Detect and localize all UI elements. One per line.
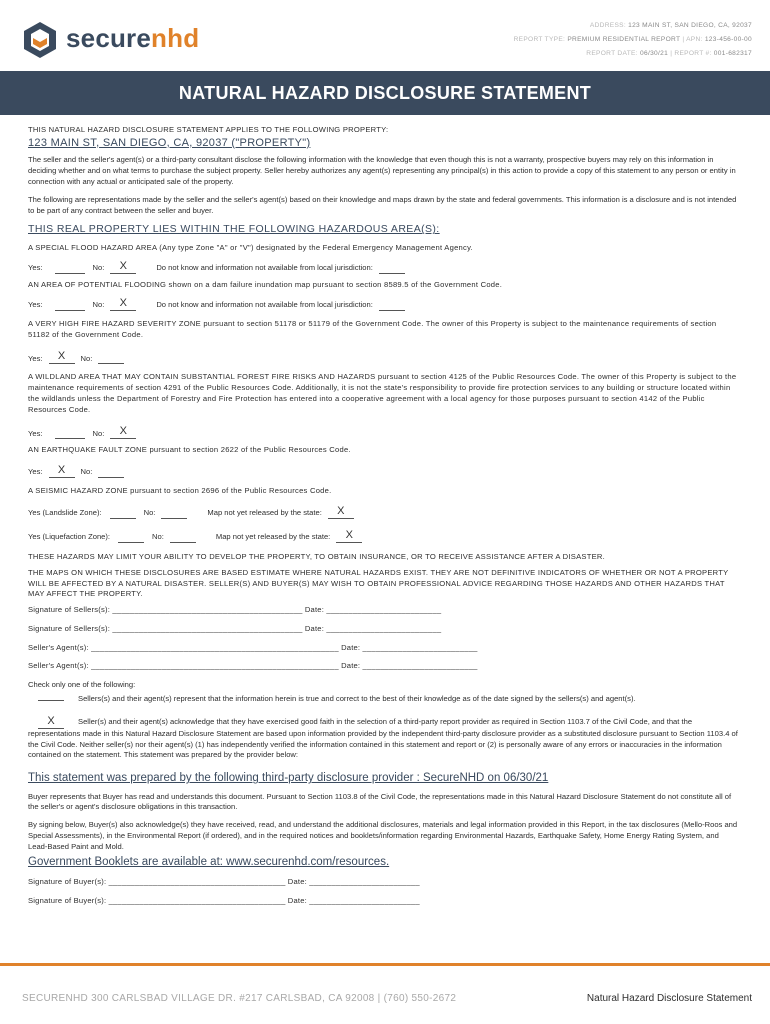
yes-liquefaction-label: Yes (Liquefaction Zone): xyxy=(28,532,111,542)
flood-not-known-field[interactable] xyxy=(379,260,405,274)
not-known-label: Do not know and information not available from local jurisdiction: xyxy=(156,299,373,309)
disclosure-body xyxy=(28,123,740,906)
no-label: No: xyxy=(143,508,156,518)
no-label: No: xyxy=(80,353,93,363)
apn-value: 123-456-00-00 xyxy=(704,36,752,43)
check-one-label: Check only one of the following: xyxy=(28,680,136,690)
landslide-no-field[interactable] xyxy=(161,505,187,519)
footer-divider xyxy=(0,963,770,966)
dam-answer-row xyxy=(28,291,740,311)
yes-label: Yes: xyxy=(28,467,43,477)
report-date-label: REPORT DATE: xyxy=(586,50,638,57)
property-address: 123 MAIN ST, SAN DIEGO, CA, 92037 ("PROPERTY") xyxy=(28,136,311,149)
logo-wordmark xyxy=(66,22,199,54)
map-not-released-label: Map not yet released by the state: xyxy=(207,508,322,518)
report-type-line xyxy=(514,33,752,47)
address-line xyxy=(514,19,752,33)
hazard-areas-heading: THIS REAL PROPERTY LIES WITHIN THE FOLLOWING HAZARDOUS AREA(S): xyxy=(28,223,440,236)
option-2-text xyxy=(28,715,740,761)
no-label: No: xyxy=(80,467,93,477)
yes-label: Yes: xyxy=(28,299,43,309)
report-type-value: PREMIUM RESIDENTIAL REPORT xyxy=(567,36,681,43)
no-label: No: xyxy=(152,532,164,542)
earthquake-yes-field[interactable]: X xyxy=(49,464,75,478)
buyer-paragraph-1: Buyer represents that Buyer has read and understands this document. Pursuant to Section 1103.8 of the Civil Code, the representations made in this Natural Hazard Disclosure Statement do not constitute all of the seller's or agent's disclosure obligations in this transaction. xyxy=(28,791,732,812)
earthquake-answer-row xyxy=(28,458,740,478)
dam-no-field[interactable]: X xyxy=(110,297,136,311)
flood-answer-row xyxy=(28,254,740,274)
seller-signature-line-1[interactable]: Signature of Sellers(s): ___________________________________________ Date: __________________________ xyxy=(28,605,442,615)
landslide-answer-row xyxy=(28,499,740,519)
liquefaction-no-field[interactable] xyxy=(170,529,196,543)
yes-landslide-label: Yes (Landslide Zone): xyxy=(28,508,102,518)
fire-severity-text: A VERY HIGH FIRE HAZARD SEVERITY ZONE pursuant to section 51178 or 51179 of the Government Code. The owner of this Property is subject to the maintenance requirements of section 51182 of the Government Code. xyxy=(28,318,717,339)
option-1-text xyxy=(28,691,740,705)
earthquake-no-field[interactable] xyxy=(98,464,124,478)
liquefaction-map-field[interactable]: X xyxy=(336,529,362,543)
agent-signature-line-2[interactable]: Seller's Agent(s): ________________________________________________________ Date: __________________________ xyxy=(28,661,478,671)
logo-text-secure: secure xyxy=(66,23,152,53)
fire-yes-field[interactable]: X xyxy=(49,350,75,364)
flood-yes-field[interactable] xyxy=(55,260,85,274)
landslide-map-field[interactable]: X xyxy=(328,505,354,519)
government-booklets-link[interactable]: Government Booklets are available at: www.securenhd.com/resources. xyxy=(28,856,390,869)
address-value: 123 MAIN ST, SAN DIEGO, CA, 92037 xyxy=(628,22,752,29)
earthquake-text: AN EARTHQUAKE FAULT ZONE pursuant to section 2622 of the Public Resources Code. xyxy=(28,445,351,455)
maps-disclaimer-text: THE MAPS ON WHICH THESE DISCLOSURES ARE BASED ESTIMATE WHERE NATURAL HAZARDS EXIST. THEY ARE NOT DEFINITIVE INDICATORS OF WHETHER OR NOT A PROPERTY WILL BE AFFECTED BY A NATURAL DISASTER. SELLER(S) AND BUYER(S) MAY WISH TO OBTAIN PROFESSIONAL ADVICE REGARDING THOSE HAZARDS AND OTHER HAZARDS THAT MAY AFFECT THE PROPERTY. xyxy=(28,567,729,599)
fire-answer-row xyxy=(28,344,740,364)
option-1-label: Sellers(s) and their agent(s) represent that the information herein is true and correct to the best of their knowledge as of the date signed by the sellers(s) and agent(s). xyxy=(78,694,636,704)
intro-paragraph-1: The seller and the seller's agent(s) or a third-party consultant disclose the following information with the knowledge that even though this is not a warranty, prospective buyers may rely on this information in deciding whether and on what terms to purchase the subject property. Seller hereby authorizes any agent(s) representing any principal(s) in this action to provide a copy of this statement to any person or entity in connection with any actual or anticipated sale of the property. xyxy=(28,155,736,186)
liquefaction-answer-row xyxy=(28,523,740,543)
buyer-signature-line-2[interactable]: Signature of Buyer(s): ________________________________________ Date: _________________________ xyxy=(28,895,420,905)
no-label: No: xyxy=(92,428,105,438)
prepared-by-statement: This statement was prepared by the following third-party disclosure provider : SecureNHD on 06/30/21 xyxy=(28,772,549,785)
landslide-yes-field[interactable] xyxy=(110,505,136,519)
footer-document-title: Natural Hazard Disclosure Statement xyxy=(586,993,752,1004)
report-date-value: 06/30/21 xyxy=(640,50,669,57)
report-date-line xyxy=(514,47,752,61)
report-number-label: | REPORT #: xyxy=(670,50,712,57)
dam-yes-field[interactable] xyxy=(55,297,85,311)
page-title: NATURAL HAZARD DISCLOSURE STATEMENT xyxy=(0,71,770,115)
applies-text: THIS NATURAL HAZARD DISCLOSURE STATEMENT APPLIES TO THE FOLLOWING PROPERTY: xyxy=(28,125,389,134)
shield-logo-icon xyxy=(20,20,60,60)
flood-hazard-text: A SPECIAL FLOOD HAZARD AREA (Any type Zone "A" or "V") designated by the Federal Emergency Management Agency. xyxy=(28,243,473,253)
option-2-label: Seller(s) and their agent(s) acknowledge that they have exercised good faith in the selection of a third-party report provider as required in Section 1103.7 of the Civil Code, and that the representations made in this Natural Hazard Disclosure Statement are based upon information provided by the independent third-party disclosure provider as a substituted disclosure pursuant to Section 1103.4 of the Civil Code. Neither seller(s) nor their agent(s) (1) has independently verified the information contained in this statement and report or (2) is personally aware of any errors or inaccuracies in the information contained on the statement. This statement was prepared by the provider below: xyxy=(28,716,738,760)
address-label: ADDRESS: xyxy=(589,22,626,29)
liquefaction-yes-field[interactable] xyxy=(118,529,144,543)
flood-no-field[interactable]: X xyxy=(110,260,136,274)
option-1-checkbox[interactable] xyxy=(38,691,64,701)
logo-text-nhd: nhd xyxy=(151,23,200,53)
no-label: No: xyxy=(92,263,105,273)
intro-paragraph-2: The following are representations made by the seller and the seller's agent(s) based on their knowledge and maps drawn by the state and federal governments. This information is a disclosure and is not intended to be part of any contract between the seller and buyer. xyxy=(28,194,737,215)
wildland-no-field[interactable]: X xyxy=(110,425,136,439)
no-label: No: xyxy=(92,299,105,309)
map-not-released-label: Map not yet released by the state: xyxy=(215,532,331,542)
securenhd-logo xyxy=(20,16,230,64)
buyer-signature-line-1[interactable]: Signature of Buyer(s): ________________________________________ Date: _________________________ xyxy=(28,876,420,886)
limit-warning-text: THESE HAZARDS MAY LIMIT YOUR ABILITY TO DEVELOP THE PROPERTY, TO OBTAIN INSURANCE, OR TO RECEIVE ASSISTANCE AFTER A DISASTER. xyxy=(28,552,606,562)
dam-not-known-field[interactable] xyxy=(379,297,405,311)
wildland-answer-row xyxy=(28,419,740,439)
apn-label: | APN: xyxy=(682,36,703,43)
footer-address: SECURENHD 300 CARLSBAD VILLAGE DR. #217 CARLSBAD, CA 92008 | (760) 550-2672 xyxy=(22,993,457,1004)
yes-label: Yes: xyxy=(28,428,43,438)
report-meta xyxy=(514,19,752,61)
wildland-yes-field[interactable] xyxy=(55,425,85,439)
seller-signature-line-2[interactable]: Signature of Sellers(s): ___________________________________________ Date: __________________________ xyxy=(28,623,442,633)
dam-failure-text: AN AREA OF POTENTIAL FLOODING shown on a dam failure inundation map pursuant to section 8589.5 of the Government Code. xyxy=(28,279,503,289)
agent-signature-line-1[interactable]: Seller's Agent(s): ________________________________________________________ Date: __________________________ xyxy=(28,642,478,652)
option-2-checkbox[interactable]: X xyxy=(38,715,64,729)
wildland-text: A WILDLAND AREA THAT MAY CONTAIN SUBSTANTIAL FOREST FIRE RISKS AND HAZARDS pursuant to section 4125 of the Public Resources Code. The owner of this Property is subject to the maintenance requirements of section 4291 of the Public Resources Code. Additionally, it is not the state's responsibility to provide fire protection services to any building or structure located within the wildlands unless the Department of Forestry and Fire Protection has entered into a cooperative agreement with a local agency for those purposes pursuant to section 4142 of the Public Resources Code. xyxy=(28,372,737,414)
report-number-value: 001-682317 xyxy=(713,50,752,57)
report-type-label: REPORT TYPE: xyxy=(513,36,566,43)
not-known-label: Do not know and information not available from local jurisdiction: xyxy=(156,263,373,273)
yes-label: Yes: xyxy=(28,353,43,363)
fire-no-field[interactable] xyxy=(98,350,124,364)
yes-label: Yes: xyxy=(28,263,43,273)
seismic-text: A SEISMIC HAZARD ZONE pursuant to section 2696 of the Public Resources Code. xyxy=(28,486,332,496)
buyer-paragraph-2: By signing below, Buyer(s) also acknowledge(s) they have received, read, and understand the additional disclosures, materials and legal information provided in this Report, in the tax disclosures (Mello-Roos and Special Assessments), in the Environmental Report (if ordered), and in the required notices and booklets/information regarding Environmental Hazards, Earthquake Safety, Home Energy Rating System, and Lead-Based Paint and Mold. xyxy=(28,820,738,851)
